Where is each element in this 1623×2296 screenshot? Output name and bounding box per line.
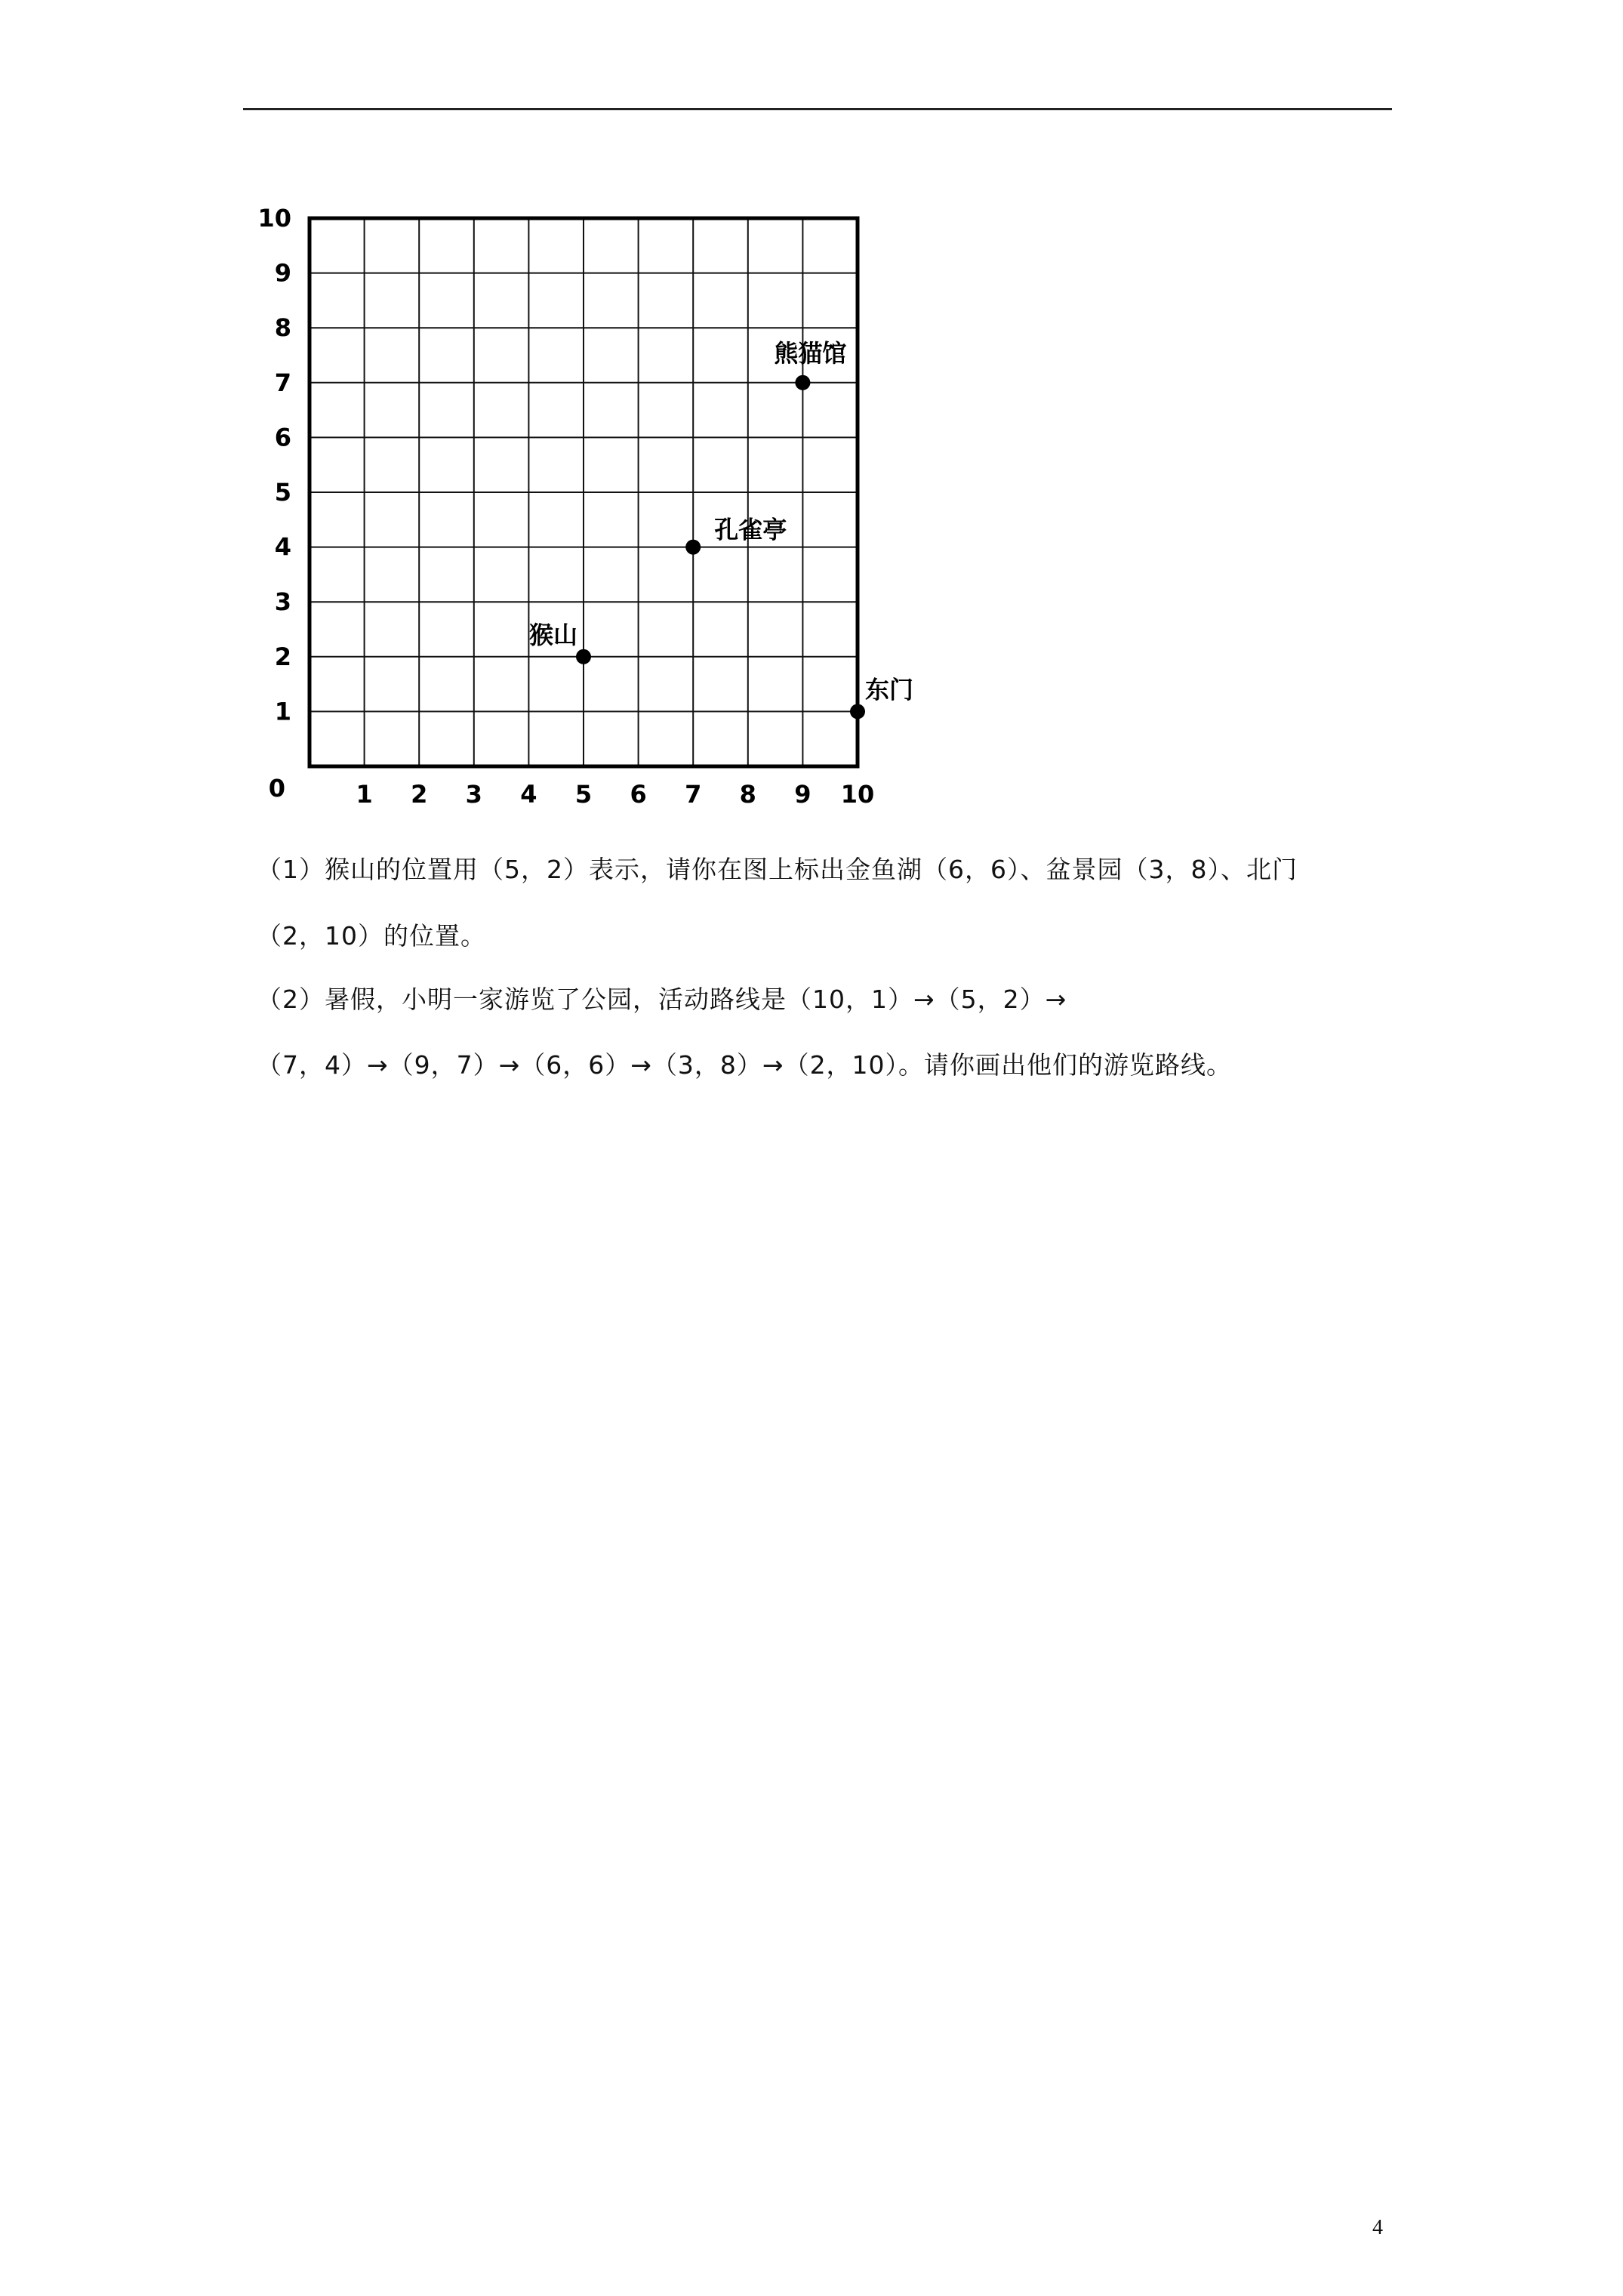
x-tick-label: 10	[840, 780, 875, 809]
header-rule	[243, 108, 1392, 110]
question-2-line-1: （2）暑假，小明一家游览了公园，活动路线是（10，1）→（5，2）→	[257, 985, 1067, 1014]
data-point	[685, 540, 701, 555]
y-tick-label: 2	[274, 642, 291, 671]
y-tick-label: 6	[274, 423, 291, 452]
y-tick-label: 3	[274, 587, 291, 617]
question-1-line-2: （2，10）的位置。	[257, 921, 486, 951]
x-tick-label: 6	[630, 780, 647, 809]
page-number: 4	[1372, 2216, 1383, 2239]
point-label: 孔雀亭	[714, 515, 787, 544]
x-tick-label: 4	[520, 780, 537, 809]
data-point	[576, 649, 591, 664]
y-tick-label: 9	[274, 258, 291, 288]
point-label: 熊猫馆	[774, 338, 847, 368]
data-point	[850, 704, 865, 719]
point-label: 东门	[865, 675, 914, 704]
x-tick-label: 1	[356, 780, 373, 809]
x-tick-label: 9	[794, 780, 812, 809]
x-tick-label: 7	[685, 780, 702, 809]
y-tick-label: 5	[274, 478, 291, 507]
origin-label: 0	[268, 774, 285, 803]
point-label: 猴山	[528, 620, 577, 649]
x-tick-label: 2	[411, 780, 428, 809]
y-tick-label: 7	[274, 368, 291, 397]
y-tick-label: 8	[274, 313, 291, 343]
coordinate-grid-figure	[249, 204, 929, 815]
x-tick-label: 5	[574, 780, 593, 809]
y-tick-label: 10	[257, 204, 291, 233]
question-1-line-1: （1）猴山的位置用（5，2）表示，请你在图上标出金鱼湖（6，6）、盆景园（3，8）、北门	[257, 855, 1298, 884]
x-tick-label: 3	[465, 780, 482, 809]
y-tick-label: 4	[274, 532, 291, 562]
data-point	[795, 375, 810, 390]
question-2-line-2: （7，4）→（9，7）→（6，6）→（3，8）→（2，10）。请你画出他们的游览路线。	[257, 1050, 1233, 1080]
x-tick-label: 8	[739, 780, 756, 809]
y-tick-label: 1	[274, 697, 291, 726]
coordinate-grid-svg	[249, 204, 929, 815]
